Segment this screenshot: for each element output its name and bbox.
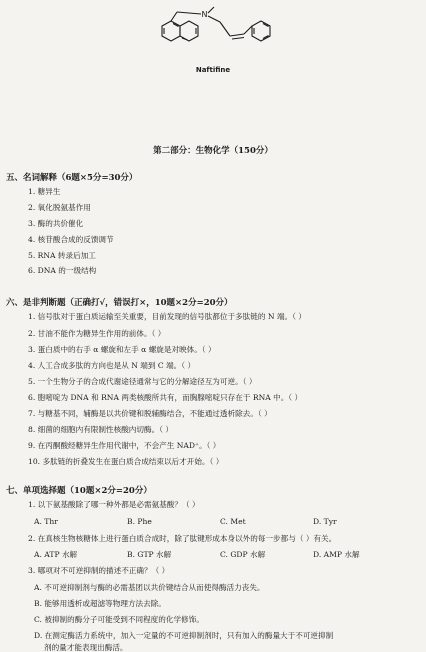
- true-false-question: 1. 信号肽对于蛋白质运输至关重要，目前发现的信号肽都位于多肽链的 N 端。（ ）: [28, 312, 306, 321]
- mc-option: A. ATP 水解: [34, 550, 78, 559]
- true-false-question: 6. 胞嘧啶为 DNA 和 RNA 两类核酸所共有，而胸腺嘧啶只存在于 RNA 中。（ ）: [28, 393, 303, 402]
- true-false-question: 10. 多肽链的折叠发生在蛋白质合成结束以后才开始。（ ）: [28, 457, 224, 466]
- true-false-question: 4. 人工合成多肽的方向也是从 N 端到 C 端。（ ）: [28, 361, 196, 370]
- section5-item: 2. 氧化脱氨基作用: [28, 203, 91, 212]
- mc-option: B. Phe: [127, 517, 152, 526]
- true-false-question: 3. 蛋白质中的右手 α 螺旋和左手 α 螺旋是对映体。（ ）: [28, 345, 216, 354]
- mc-option: C. GDP 水解: [220, 550, 266, 559]
- mc-question-stem: 1. 以下氨基酸除了哪一种外都是必需氨基酸？（ ）: [28, 500, 200, 509]
- part-title: 第二部分：生物化学（150分）: [153, 146, 273, 156]
- section5-heading: 五、名词解释（6题×5分=30分）: [6, 173, 138, 183]
- mc-option: D. 在测定酶活力系统中，加入一定量的不可逆抑制剂时，只有加入的酶量大于不可逆抑制: [34, 631, 334, 640]
- naftifine-structure-icon: [140, 4, 290, 66]
- mc-options-row: [34, 551, 406, 559]
- mc-question-stem: 3. 哪项对不可逆抑制的描述不正确？（ ）: [28, 566, 170, 575]
- section5-item: 1. 糖异生: [28, 187, 61, 196]
- section5-item: 4. 核苷酸合成的反馈调节: [28, 235, 114, 244]
- section7-heading: 七、单项选择题（10题×2分=20分）: [6, 486, 152, 496]
- true-false-question: 5. 一个生物分子的合成代谢途径通常与它的分解途径互为可逆。（ ）: [28, 377, 257, 386]
- mc-option: B. 能够用透析或超滤等物理方法去除。: [34, 599, 166, 608]
- section6-heading: 六、是非判断题（正确打√，错误打×，10题×2分=20分）: [6, 298, 233, 308]
- mc-option: C. Met: [220, 517, 246, 526]
- mc-option: D. Tyr: [313, 517, 337, 526]
- section5-item: 3. 酶的共价催化: [28, 219, 84, 228]
- mc-option: D. AMP 水解: [313, 550, 360, 559]
- section5-item: 5. RNA 转录后加工: [28, 251, 96, 260]
- mc-option-continuation: 剂的量才能表现出酶活。: [44, 643, 128, 652]
- mc-option: B. GTP 水解: [127, 550, 172, 559]
- section5-item: 6. DNA 的一级结构: [28, 266, 97, 275]
- svg-text:N: N: [201, 10, 208, 19]
- mc-question-stem: 2. 在真核生物核糖体上进行蛋白质合成时，除了肽键形成本身以外的每一步都与（ ）有关。: [28, 534, 337, 543]
- compound-name: Naftifine: [195, 66, 231, 74]
- true-false-question: 9. 在丙酮酸经糖异生作用代谢中，不会产生 NAD⁺。（ ）: [28, 441, 221, 450]
- mc-option: C. 被抑制的酶分子可能受到不同程度的化学修饰。: [34, 615, 204, 624]
- mc-option: A. Thr: [34, 517, 58, 526]
- mc-option: A. 不可逆抑制剂与酶的必需基团以共价键结合从而使得酶活力丧失。: [34, 583, 265, 592]
- mc-options-row: [34, 518, 406, 526]
- true-false-question: 8. 细菌的细胞内有限制性核酸内切酶。（ ）: [28, 425, 173, 434]
- true-false-question: 7. 与糖基不同，辅酶是以共价键和脱辅酶结合，不能通过透析除去。（ ）: [28, 409, 272, 418]
- true-false-question: 2. 甘油不能作为糖异生作用的前体。（ ）: [28, 329, 166, 338]
